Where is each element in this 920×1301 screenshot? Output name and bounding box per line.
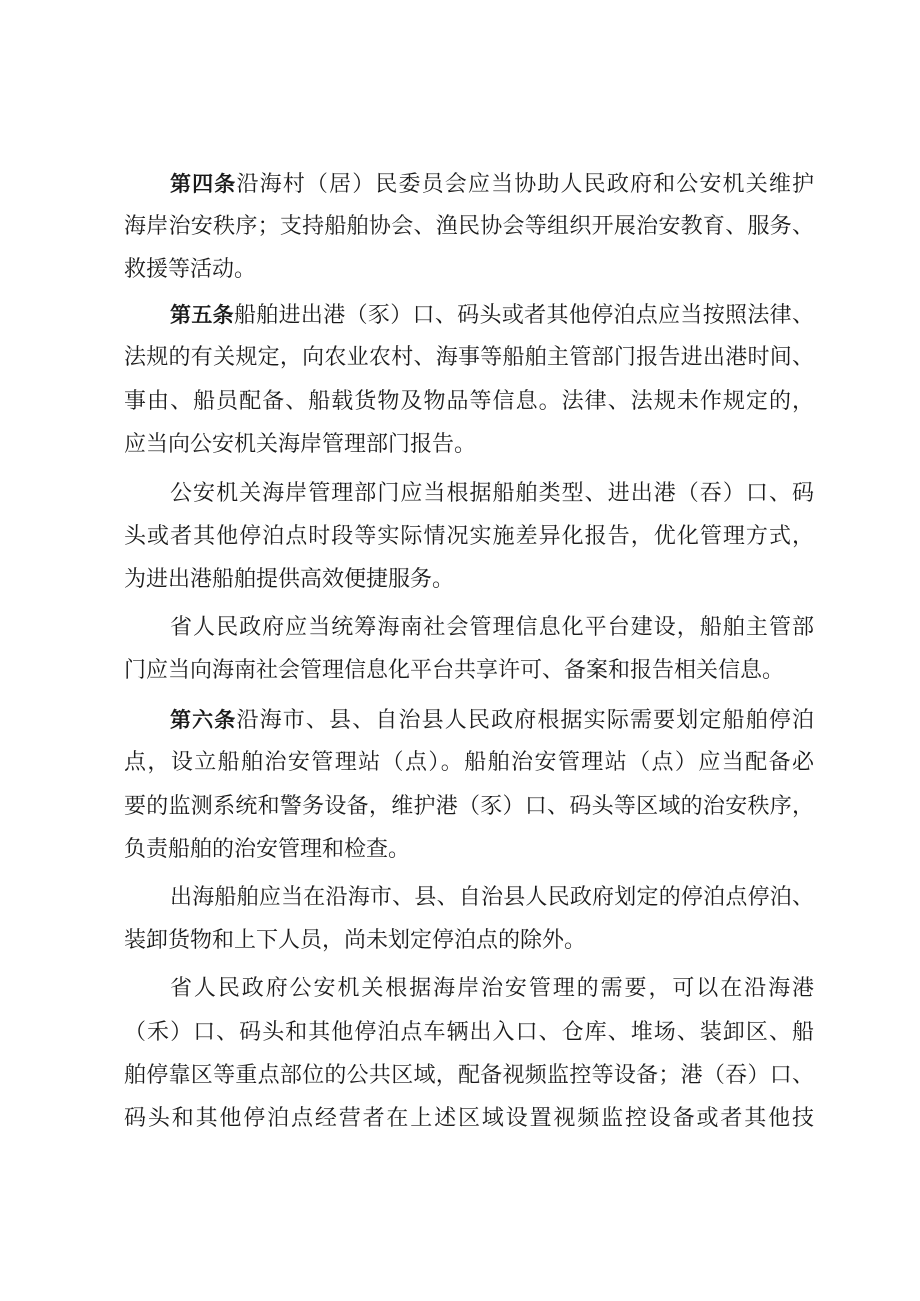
- paragraph-platform-line-2: 门应当向海南社会管理信息化平台共享许可、备案和报告相关信息。: [124, 658, 785, 683]
- paragraph-report-line-2: 头或者其他停泊点时段等实际情况实施差异化报告，优化管理方式，: [124, 524, 814, 549]
- paragraph-5-line-2: 法规的有关规定，向农业农村、海事等船舶主管部门报告进出港时间、: [124, 345, 814, 370]
- paragraph-report-line-3: 为进出港船舶提供高效便捷服务。: [124, 567, 455, 592]
- paragraph-mooring-line-2: 装卸货物和上下人员，尚未划定停泊点的除外。: [124, 928, 587, 953]
- article-5-heading: 第五条: [170, 303, 234, 327]
- article-4-heading: 第四条: [170, 172, 237, 196]
- paragraph-4-line-2: 海岸治安秩序；支持船舶协会、渔民协会等组织开展治安教育、服务、: [124, 214, 814, 239]
- paragraph-video-line-4: 码头和其他停泊点经营者在上述区域设置视频监控设备或者其他技: [124, 1106, 814, 1131]
- paragraph-5-line-4: 应当向公安机关海岸管理部门报告。: [124, 432, 477, 457]
- line-text: 船舶进出港（豕）口、码头或者其他停泊点应当按照法律、: [233, 303, 814, 328]
- paragraph-6-line-3: 要的监测系统和警务设备，维护港（豕）口、码头等区域的治安秩序，: [124, 794, 814, 819]
- paragraph-6-line-1: [170, 702, 814, 738]
- paragraph-video-line-1: 省人民政府公安机关根据海岸治安管理的需要，可以在沿海港: [170, 976, 814, 1001]
- paragraph-6-line-4: 负责船舶的治安管理和检查。: [124, 837, 411, 862]
- paragraph-video-line-3: 舶停靠区等重点部位的公共区域，配备视频监控等设备；港（吞）口、: [124, 1063, 814, 1088]
- paragraph-6-line-2: 点，设立船舶治安管理站（点）。船舶治安管理站（点）应当配备必: [124, 750, 814, 775]
- paragraph-4-line-1: [170, 166, 814, 202]
- line-text: 沿海市、县、自治县人民政府根据实际需要划定船舶停泊: [236, 708, 814, 733]
- line-text: 沿海村（居）民委员会应当协助人民政府和公安机关维护: [236, 172, 814, 197]
- paragraph-video-line-2: （禾）口、码头和其他停泊点车辆出入口、仓库、堆场、装卸区、船: [124, 1020, 814, 1045]
- paragraph-report-line-1: 公安机关海岸管理部门应当根据船舶类型、进出港（吞）口、码: [170, 481, 814, 506]
- paragraph-platform-line-1: 省人民政府应当统筹海南社会管理信息化平台建设，船舶主管部: [170, 615, 814, 640]
- article-6-heading: 第六条: [170, 708, 237, 732]
- paragraph-5-line-3: 事由、船员配备、船载货物及物品等信息。法律、法规未作规定的，: [124, 389, 814, 414]
- paragraph-4-line-3: 救援等活动。: [124, 257, 257, 282]
- paragraph-5-line-1: [170, 297, 814, 333]
- paragraph-mooring-line-1: 出海船舶应当在沿海市、县、自治县人民政府划定的停泊点停泊、: [170, 885, 814, 910]
